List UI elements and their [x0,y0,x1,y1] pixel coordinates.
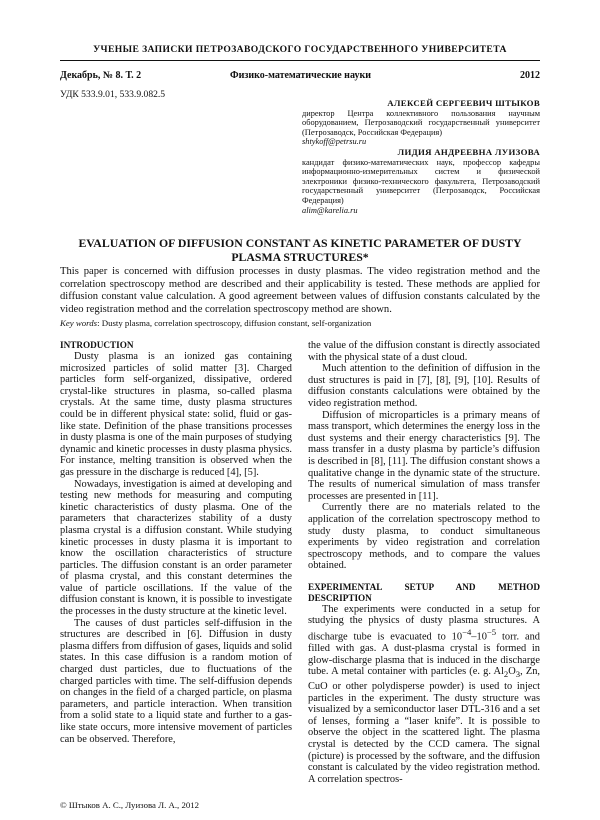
paragraph: Dusty plasma is an ionized gas containing microsized particles of solid matter [3]. Charged particles form self-organized, dissipative, ordered crystal-like structures in plasma, so-called plasma crystals. At the same time, dusty plasma structures could be in different physical state: solid, fluid or gas-like state. Definition of the phase transitions processes in dusty plasma is one of the main purposes of studying dynamic and kinetic processes in dusty plasma physics. For instance, melting transition is observed when the gas pressure in the discharge is reduced [4], [5]. [60,351,292,478]
header-rule [60,60,540,61]
paragraph [308,604,540,785]
text-run: The experiments were conducted in a setup for studying the physics of dusty plasma structures. A discharge tube is evacuated to 10 [308,603,540,643]
section-heading-experimental: EXPERIMENTAL SETUP AND METHOD DESCRIPTION [308,581,540,603]
journal-title: УЧЕНЫЕ ЗАПИСКИ ПЕТРОЗАВОДСКОГО ГОСУДАРСТВЕННОГО УНИВЕРСИТЕТА [93,44,507,55]
text-run: O [508,666,516,678]
author-affiliation: директор Центра коллективного пользования научным оборудованием, Петрозаводский государственный университет (Петрозаводск, Российская Федерация) [302,108,540,137]
subscript: 3 [515,669,521,680]
author-email: shtykoff@petrsu.ru [302,137,367,147]
journal-section: Физико-математические науки [230,70,371,81]
text-run: , Zn, CuO or other polydisperse powder) is used to inject particles in the experiment. The dusty structure was visualized by a semiconductor laser DTL-316 and a set of lenses, forming a “laser knife”. It is possible to observe the object in the scattered light. The plasma crystal is detected by the CCD camera. The signal (picture) is processed by the software, and the diffusion constant is calculated by the video registration method. A correlation spectros- [308,666,540,785]
paragraph: Nowadays, investigation is aimed at developing and testing new methods for measuring and computing kinetic characteristics of dusty plasma. One of the parameters that characterizes stability of a dusty plasma crystal is a diffusion constant. While studying kinetic processes in dusty plasma it is important to know the oscillation characteristics of structure particles. The diffusion constant is an order parameter of plasma crystal, and this constant determines the value of particle oscillations. If the value of the diffusion constant is known, it is possible to investigate the processes in the dusty structure at the kinetic level. [60,478,292,618]
exponent: −4 [462,627,472,638]
section-heading-introduction: INTRODUCTION [60,340,134,350]
abstract: This paper is concerned with diffusion processes in dusty plasmas. The video registration method and the correlation spectroscopy method are described and their applicability is tested. These methods are applied for diffusion constant value calculation. A good agreement between values of diffusion constants calculated by the video registration method and the correlation spectroscopy method are shown. [60,266,540,315]
keywords-label: Key words [60,318,98,328]
keywords-text: Dusty plasma, correlation spectroscopy, diffusion constant, self-organization [101,318,372,328]
paragraph: Currently there are no materials related to the application of the correlation spectroscopy method to study dusty plasma, to conduct simultaneous experiments by video registration and correlation spectroscopy methods, and to compare the values obtained. [308,502,540,572]
keywords: Key words: Dusty plasma, correlation spectroscopy, diffusion constant, self-organization [60,318,372,328]
udk-code: УДК 533.9.01, 533.9.082.5 [60,89,166,100]
text-run: torr. and filled with gas. A dust-plasma crystal is formed in glow-discharge plasma that is induced in the discharge tube. A metal container with particles (e. g. Al [308,631,540,678]
left-column [60,340,292,745]
author-affiliation: кандидат физико-математических наук, профессор кафедры информационно-измерительных систем и физической электроники физико-технического факультета, Петрозаводский государственный университет (Петрозаводск, Российская Федерация) [302,157,540,205]
author-name: ЛИДИЯ АНДРЕЕВНА ЛУИЗОВА [397,147,540,157]
right-column [308,340,540,785]
text-run: –10 [471,631,487,643]
author-name: АЛЕКСЕЙ СЕРГЕЕВИЧ ШТЫКОВ [387,98,540,108]
exponent: −5 [486,627,497,638]
issue-year: 2012 [520,70,540,81]
copyright-notice: © Штыков А. С., Луизова Л. А., 2012 [60,800,200,810]
paragraph: Much attention to the definition of diffusion in the dust structures is paid in [7], [8], [9], [10]. Results of diffusion constants calculations were obtained by the video registration method. [308,363,540,409]
paragraph: the value of the diffusion constant is directly associated with the physical state of a dust cloud. [308,340,540,363]
issue-date: Декабрь, № 8. Т. 2 [60,70,142,81]
paragraph: The causes of dust particles self-diffusion in the structures are described in [6]. Diffusion in dusty plasma differs from diffusion of gases, liquids and solid states. In this case diffusion is a random motion of charged dust particles, due to fluctuations of the charged particles with time. The self-diffusion depends on changes in the field of a charged particle, on plasma parameters, and particle interaction. When transition from a solid state to a liquid state and further to a gas-like state occurs, more intensive movement of particles can be observed. Therefore, [60,617,292,745]
paragraph: Diffusion of microparticles is a primary means of mass transport, which determines the energy loss in the dust systems and their energy characteristics [9]. The mass transfer in a dusty plasma by particle’s diffusion is described in [8], [11]. The diffusion constant shows a qualitative change in the dynamic state of the structure. The results of numerical simulation of mass transfer processes are presented in [11]. [308,409,540,502]
author-email: alim@karelia.ru [302,205,358,215]
paper-title: EVALUATION OF DIFFUSION CONSTANT AS KINETIC PARAMETER OF DUSTY PLASMA STRUCTURES* [78,236,522,264]
author-block-1 [302,99,540,147]
subscript: 2 [503,669,509,680]
author-block-2 [302,148,540,215]
